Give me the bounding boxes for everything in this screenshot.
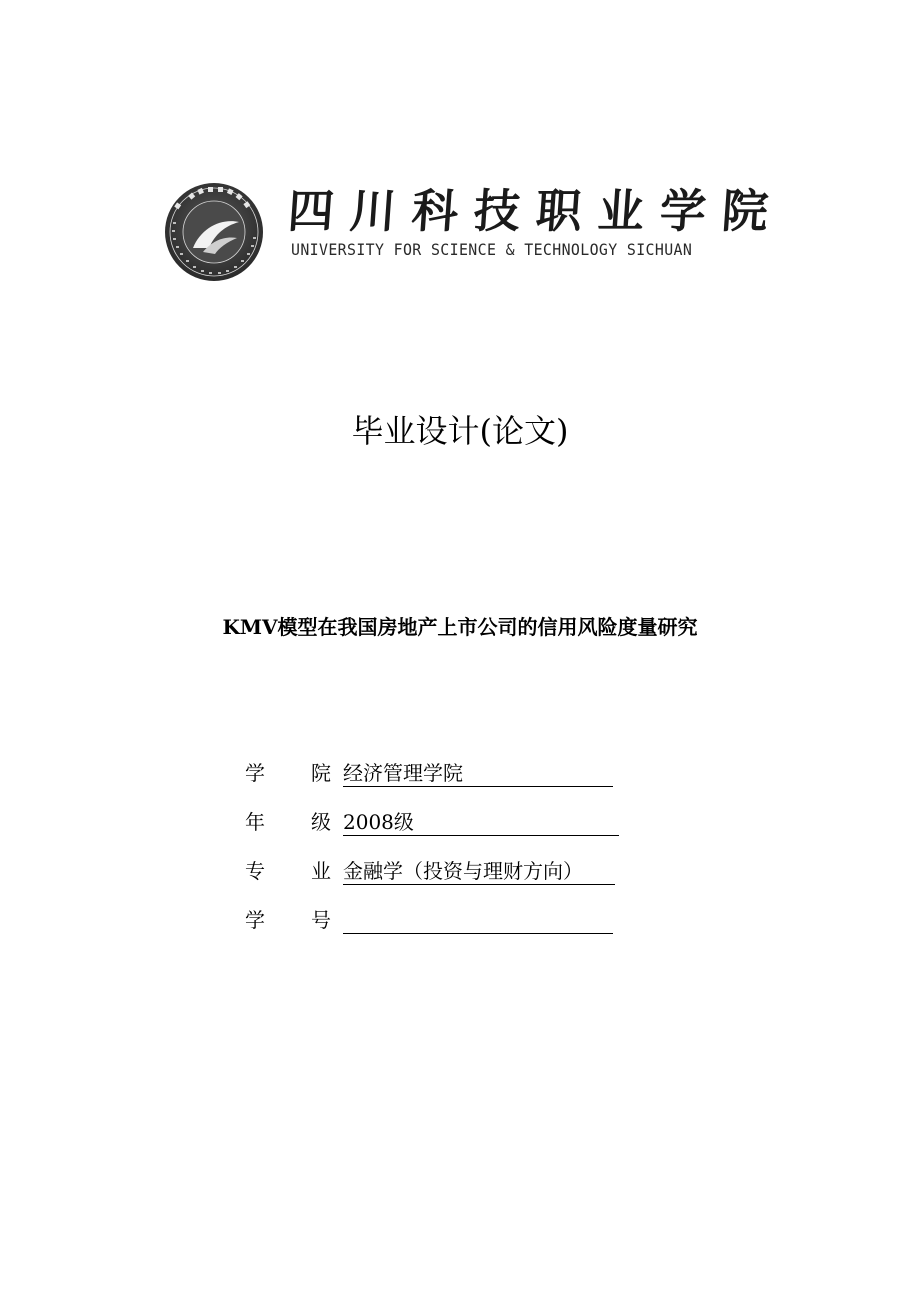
field-value-major: 金融学（投资与理财方向） [343,856,615,885]
field-value-student-id [343,905,613,934]
school-name-cn: 四川科技职业学院 [286,184,786,238]
document-type-heading: 毕业设计(论文) [351,412,569,450]
field-student-id [245,902,645,951]
field-label-first-char: 专 [245,859,265,883]
student-info-block [245,755,645,951]
field-label-first-char: 学 [245,761,265,785]
field-label-second-char: 号 [311,908,331,932]
field-college [245,755,645,804]
thesis-title: KMV模型在我国房地产上市公司的信用风险度量研究 [222,615,698,639]
field-label-second-char: 级 [311,810,331,834]
field-major [245,853,645,902]
field-value-grade: 2008级 [343,807,619,836]
school-header [163,182,786,282]
field-label-first-char: 年 [245,810,265,834]
field-label-second-char: 业 [311,859,331,883]
field-value-college: 经济管理学院 [343,758,613,787]
field-grade [245,804,645,853]
field-label-first-char: 学 [245,908,265,932]
school-name-en: UNIVERSITY FOR SCIENCE & TECHNOLOGY SICHUAN [291,240,693,259]
school-emblem-icon [163,182,265,282]
field-label-second-char: 院 [311,761,331,785]
